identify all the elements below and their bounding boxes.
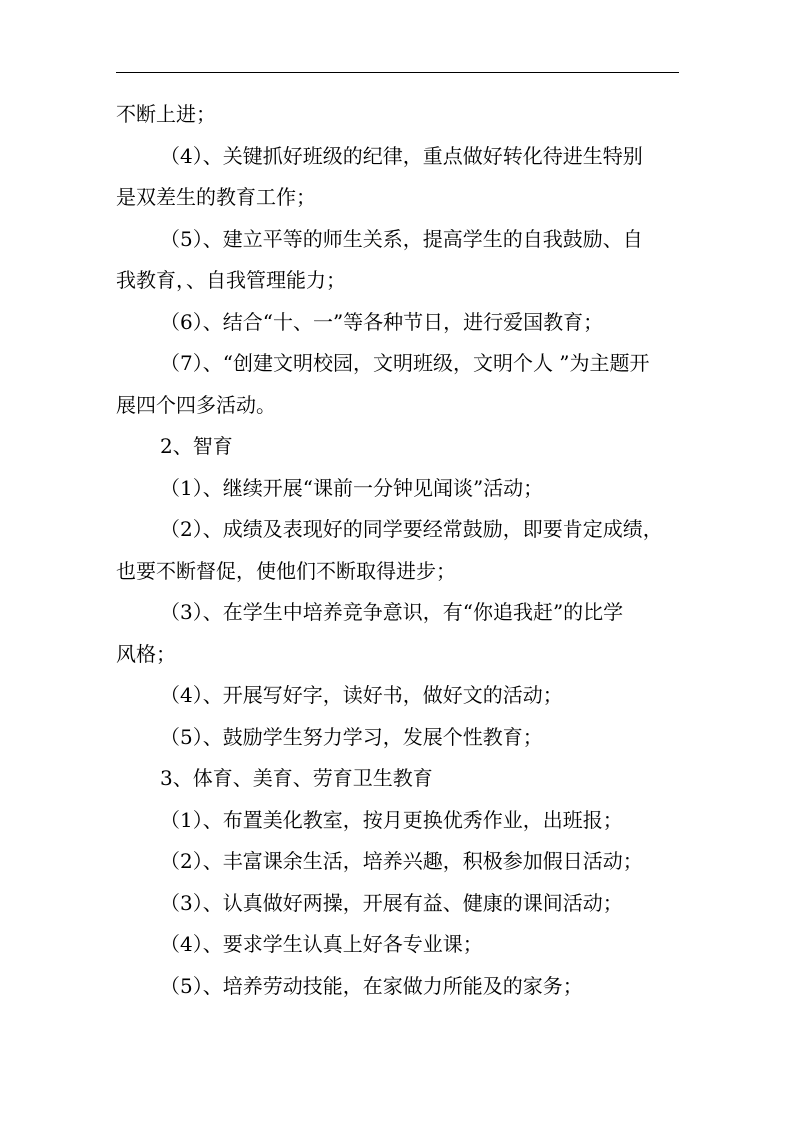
- text-line: 风格；: [116, 641, 176, 666]
- text-line: （4）、开展写好字，读好书，做好文的活动；: [160, 683, 563, 707]
- text-line: （4）、关键抓好班级的纪律，重点做好转化待进生特别: [160, 143, 643, 168]
- text-line: 不断上进；: [116, 102, 216, 126]
- text-line: （5）、建立平等的师生关系，提高学生的自我鼓励、自: [160, 226, 643, 251]
- text-line: （1）、布置美化教室，按月更换优秀作业，出班报；: [160, 807, 623, 832]
- text-line: （6）、结合“十、一”等各种节日，进行爱国教育；: [160, 309, 604, 334]
- text-line: （4）、要求学生认真上好各专业课；: [160, 932, 483, 956]
- text-line: （3）、认真做好两操，开展有益、健康的课间活动；: [160, 890, 623, 915]
- document-body: [116, 94, 682, 1007]
- text-line: （3）、在学生中培养竞争意识，有“你追我赶”的比学: [160, 600, 624, 624]
- text-line: 展四个四多活动。: [116, 392, 276, 417]
- text-line: 是双差生的教育工作；: [116, 185, 316, 209]
- text-line: （1）、继续开展“课前一分钟见闻谈”活动；: [160, 475, 544, 500]
- section-heading: 2、智育: [160, 434, 233, 458]
- text-line: （7）、“创建文明校园，文明班级，文明个人 ”为主题开: [160, 351, 650, 375]
- header-rule: [116, 72, 679, 73]
- text-line: （2）、丰富课余生活，培养兴趣，积极参加假日活动；: [160, 849, 643, 873]
- text-line: 也要不断督促，使他们不断取得进步；: [116, 558, 456, 583]
- section-heading: 3、体育、美育、劳育卫生教育: [160, 766, 433, 790]
- text-line: （5）、培养劳动技能，在家做力所能及的家务；: [160, 973, 583, 998]
- text-line: （5）、鼓励学生努力学习，发展个性教育；: [160, 724, 543, 749]
- text-line: 我教育，、自我管理能力；: [116, 268, 346, 292]
- text-line: （2）、成绩及表现好的同学要经常鼓励，即要肯定成绩，: [160, 517, 663, 541]
